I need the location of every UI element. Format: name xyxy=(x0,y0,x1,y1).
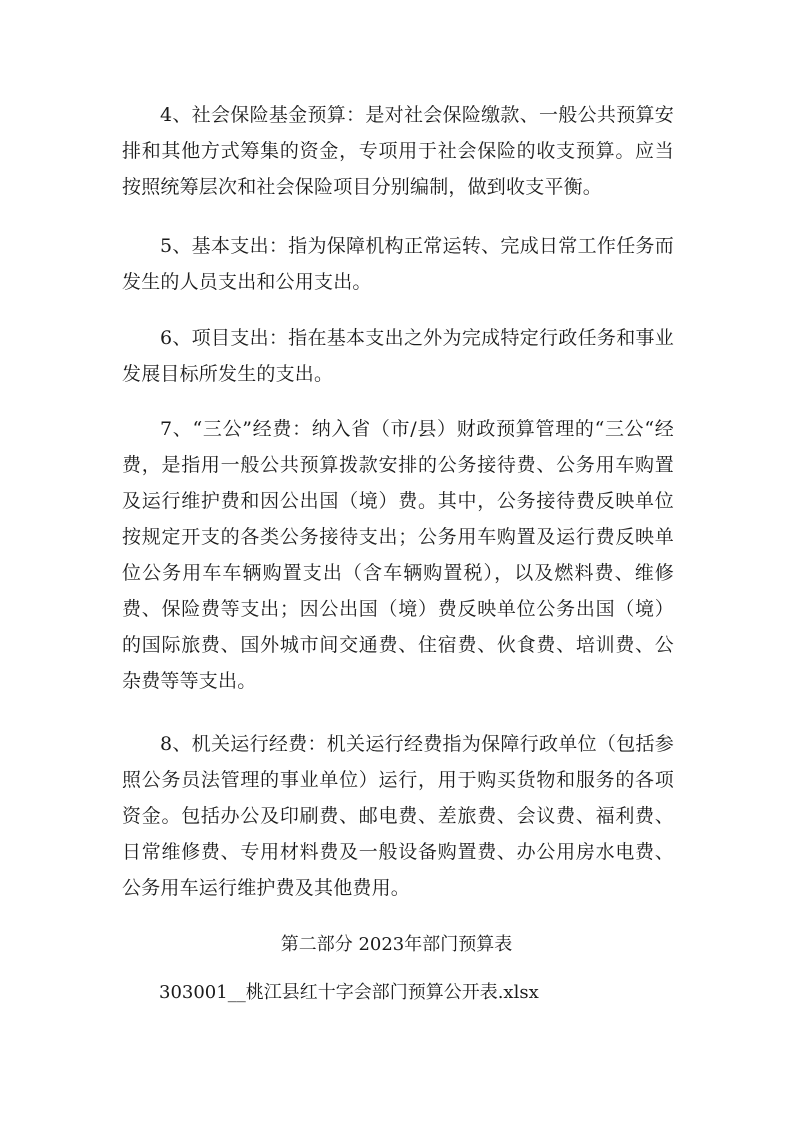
paragraph-agency-operating-expenses xyxy=(122,726,674,906)
paragraph-project-expenditure xyxy=(122,320,674,392)
paragraph-text: 8、机关运行经费：机关运行经费指为保障行政单位（包括参照公务员法管理的事业单位）运行，用于购买货物和服务的各项资金。包括办公及印刷费、邮电费、差旅费、会议费、福利费、日常维修费、专用材料费及一般设备购置费、办公用房水电费、公务用车运行维护费及其他费用。 xyxy=(122,733,674,899)
paragraph-text: 7、“三公”经费：纳入省（市/县）财政预算管理的“三公“经费，是指用一般公共预算拨款安排的公务接待费、公务用车购置及运行维护费和因公出国（境）费。其中，公务接待费反映单位按规定开支的各类公务接待支出；公务用车购置及运行费反映单位公务用车车辆购置支出（含车辆购置税），以及燃料费、维修费、保险费等支出；因公出国（境）费反映单位公务出国（境）的国际旅费、国外城市间交通费、住宿费、伙食费、培训费、公杂费等等支出。 xyxy=(122,418,674,692)
paragraph-social-insurance-fund xyxy=(122,97,674,205)
paragraph-three-public-expenses xyxy=(122,411,674,699)
paragraph-basic-expenditure xyxy=(122,228,674,300)
paragraph-text: 5、基本支出：指为保障机构正常运转、完成日常工作任务而发生的人员支出和公用支出。 xyxy=(122,235,674,293)
attachment-link[interactable]: 303001__桃江县红十字会部门预算公开表.xlsx xyxy=(159,982,539,1003)
paragraph-text: 4、社会保险基金预算：是对社会保险缴款、一般公共预算安排和其他方式筹集的资金，专项用于社会保险的收支预算。应当按照统筹层次和社会保险项目分别编制，做到收支平衡。 xyxy=(122,104,674,198)
paragraph-text: 6、项目支出：指在基本支出之外为完成特定行政任务和事业发展目标所发生的支出。 xyxy=(122,327,674,385)
section-title: 第二部分 2023年部门预算表 xyxy=(280,934,513,955)
